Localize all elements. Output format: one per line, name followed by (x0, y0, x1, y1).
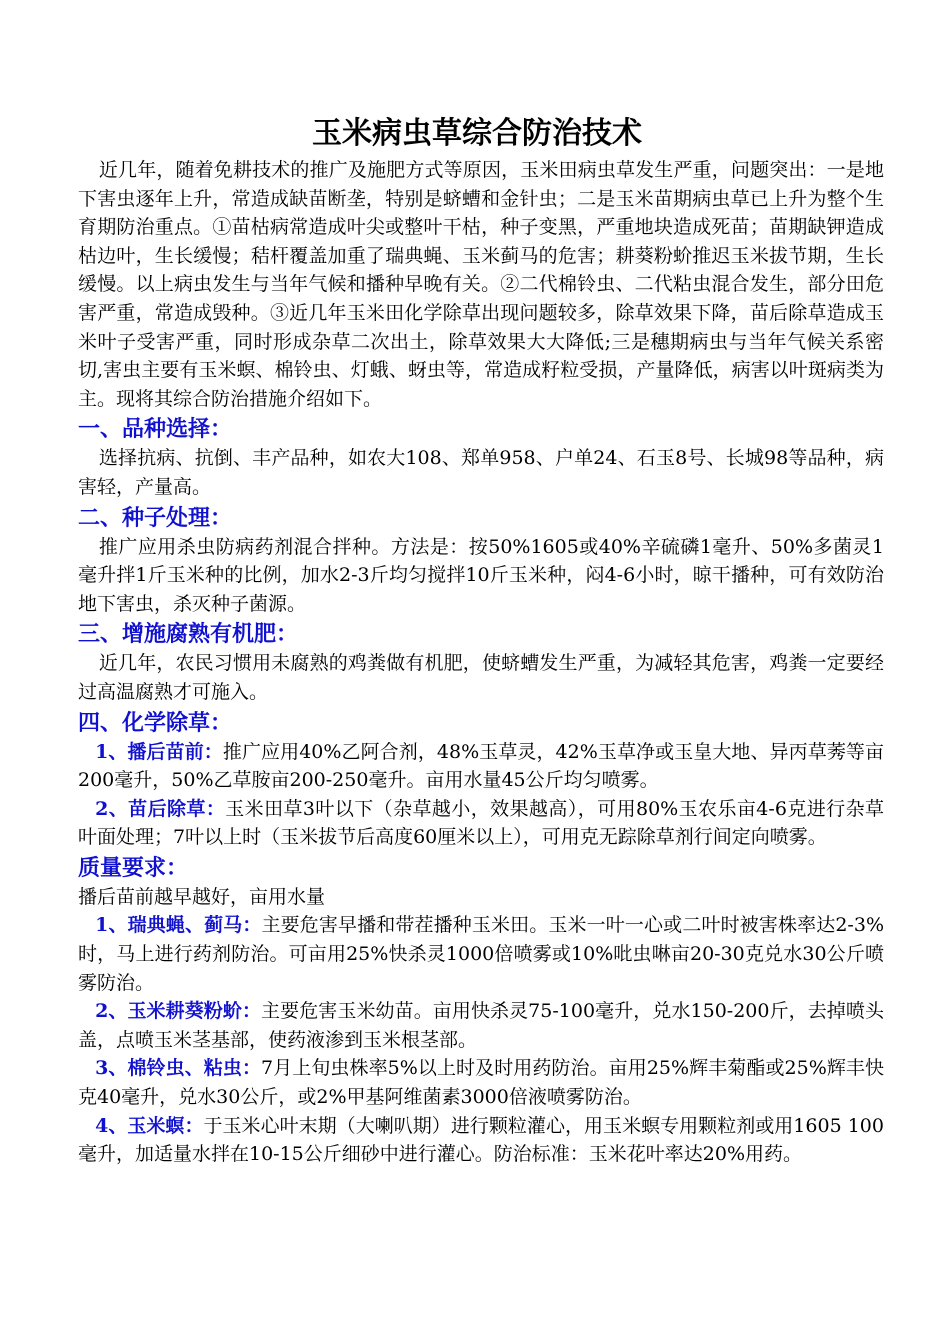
pest-item-text: 7月上旬虫株率5%以上时及时用药防治。亩用25%辉丰菊酯或25%辉丰快克40毫升，兑水30公斤，或2%甲基阿维菌素3000倍液喷雾防治。 (78, 1057, 884, 1109)
section-text-variety: 选择抗病、抗倒、丰产品种，如农大108、郑单958、户单24、石玉8号、长城98等品种，病害轻，产量高。 (78, 447, 884, 498)
document-page (78, 112, 884, 1169)
weeding-item-post-emergence (78, 795, 884, 852)
pest-item-corn-borer (78, 1112, 884, 1169)
pest-item-label: 2、玉米耕葵粉蚧： (95, 1000, 262, 1023)
section-text-organic-fertilizer: 近几年，农民习惯用未腐熟的鸡粪做有机肥，使蛴螬发生严重，为减轻其危害，鸡粪一定要经过高温腐熟才可施入。 (78, 652, 884, 703)
section-text-seed-treatment: 推广应用杀虫防病药剂混合拌种。方法是：按50%1605或40%辛硫磷1毫升、50%多菌灵1毫升拌1斤玉米种的比例，加水2-3斤均匀搅拌10斤玉米种，闷4-6小时，晾干播种，可有效防治地下害虫，杀灭种子菌源。 (78, 535, 884, 615)
section-heading-variety: 一、品种选择： (78, 416, 233, 443)
pest-item-bollworm-armyworm (78, 1054, 884, 1111)
weeding-item-text: 玉米田草3叶以下（杂草越小，效果越高），可用80%玉农乐亩4-6克进行杂草叶面处理；7叶以上时（玉米拔节后高度60厘米以上），可用克无踪除草剂行间定向喷雾。 (78, 797, 884, 849)
pest-item-text: 于玉米心叶末期（大喇叭期）进行颗粒灌心，用玉米螟专用颗粒剂或用1605 100毫升，加适量水拌在10-15公斤细砂中进行灌心。防治标准：玉米花叶率达20%用药。 (78, 1114, 884, 1166)
pest-item-label: 4、玉米螟： (95, 1114, 204, 1137)
weeding-item-text: 推广应用40%乙阿合剂，48%玉草灵，42%玉草净或玉皇大地、异丙草莠等亩200毫升，50%乙草胺亩200-250毫升。亩用水量45公斤均匀喷雾。 (78, 740, 884, 792)
document-title: 玉米病虫草综合防治技术 (312, 116, 642, 151)
pest-item-label: 1、瑞典蝇、蓟马： (95, 914, 262, 937)
quality-lead-text: 播后苗前越早越好，亩用水量 (78, 885, 326, 908)
weeding-item-pre-emergence (78, 738, 884, 795)
weeding-item-label: 1、播后苗前： (95, 740, 223, 763)
weeding-item-label: 2、苗后除草： (95, 797, 226, 820)
section-heading-seed-treatment: 二、种子处理： (78, 504, 233, 531)
pest-item-swedish-fly-thrips (78, 911, 884, 997)
pest-item-label: 3、棉铃虫、粘虫： (95, 1057, 262, 1080)
pest-item-text: 主要危害玉米幼苗。亩用快杀灵75-100毫升，兑水150-200斤，去掉喷头盖，点喷玉米茎基部，使药液渗到玉米根茎部。 (78, 1000, 884, 1051)
pest-item-text: 主要危害早播和带茬播种玉米田。玉米一叶一心或二叶时被害株率达2-3%时，马上进行药剂防治。可亩用25%快杀灵1000倍喷雾或10%吡虫啉亩20-30克兑水30公斤喷雾防治。 (78, 914, 884, 994)
section-heading-quality-requirements: 质量要求： (78, 854, 189, 881)
pest-item-mealybug (78, 997, 884, 1054)
intro-paragraph: 近几年，随着免耕技术的推广及施肥方式等原因，玉米田病虫草发生严重，问题突出：一是地下害虫逐年上升，常造成缺苗断垄，特别是蛴螬和金针虫；二是玉米苗期病虫草已上升为整个生育期防治重点。①苗枯病常造成叶尖或整叶干枯，种子变黑，严重地块造成死苗；苗期缺钾造成枯边叶，生长缓慢；秸杆覆盖加重了瑞典蝇、玉米蓟马的危害；耕葵粉蚧推迟玉米拔节期，生长缓慢。以上病虫发生与当年气候和播种早晚有关。②二代棉铃虫、二代粘虫混合发生，部分田危害严重，常造成毁种。③近几年玉米田化学除草出现问题较多，除草效果下降，苗后除草造成玉米叶子受害严重，同时形成杂草二次出土，除草效果大大降低;三是穗期病虫与当年气候关系密切,害虫主要有玉米螟、棉铃虫、灯蛾、蚜虫等，常造成籽粒受损，产量降低，病害以叶斑病类为主。现将其综合防治措施介绍如下。 (78, 159, 884, 410)
section-heading-organic-fertilizer: 三、增施腐熟有机肥： (78, 621, 299, 648)
section-heading-chemical-weeding: 四、化学除草： (78, 709, 233, 736)
